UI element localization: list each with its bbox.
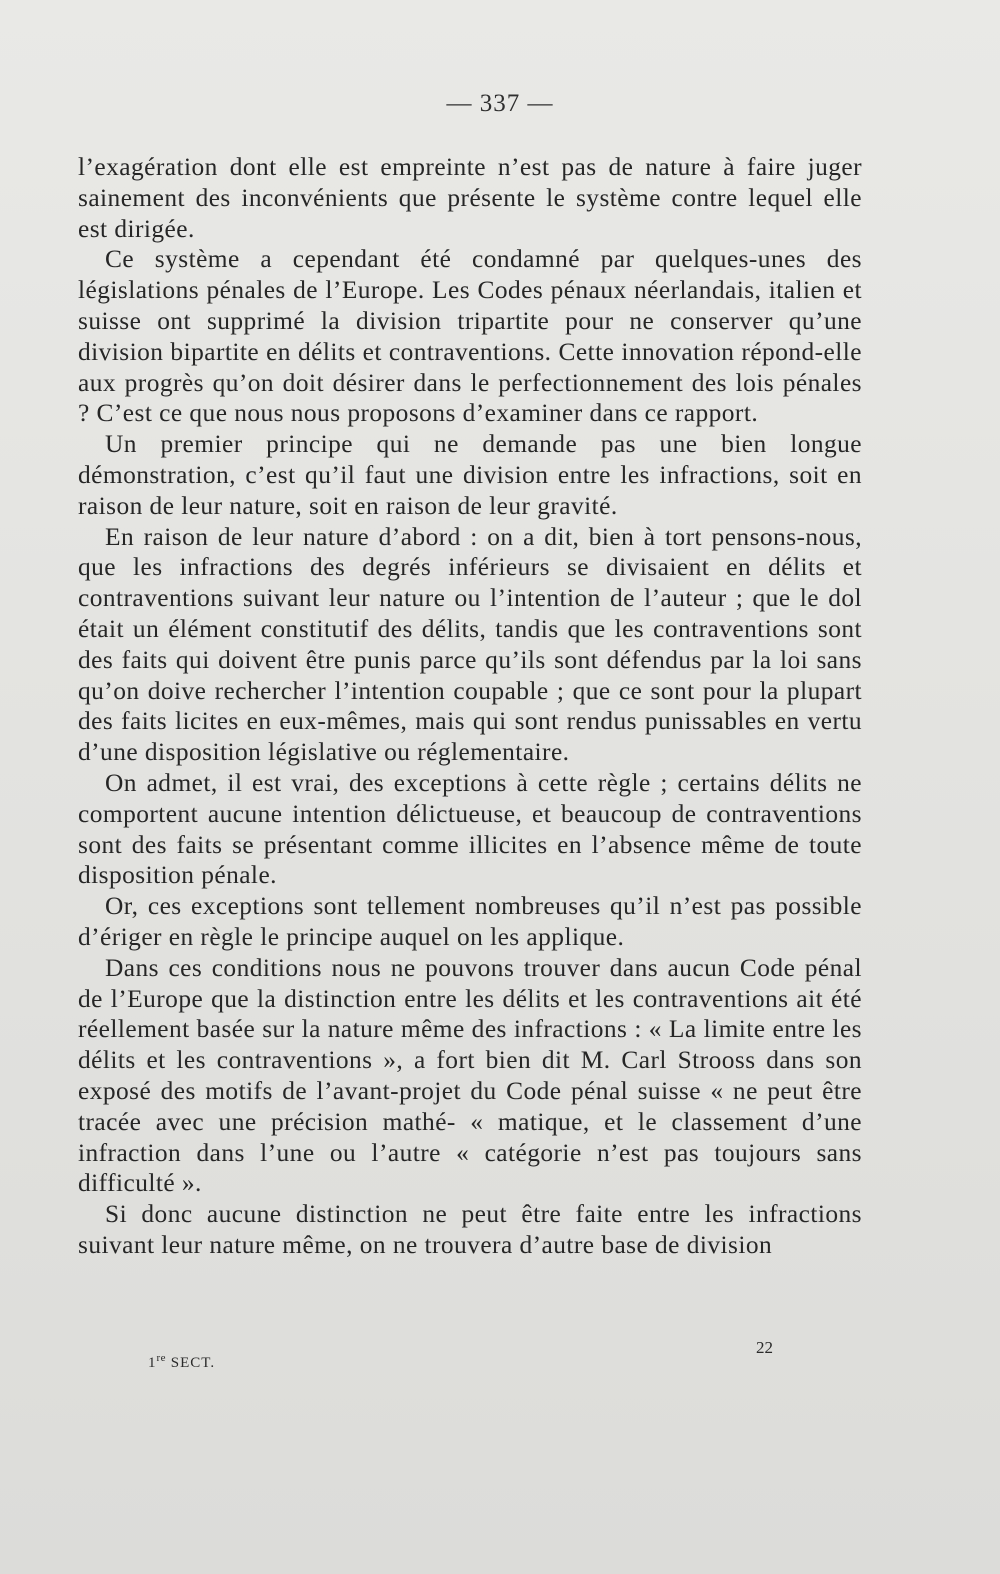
section-ordinal: re <box>156 1352 167 1364</box>
section-label: SECT. <box>166 1355 216 1371</box>
section-marker <box>148 1352 215 1372</box>
section-number: 1 <box>148 1355 157 1371</box>
paragraph-3: Un premier principe qui ne demande pas une bien longue démonstration, c’est qu’il faut une division entre les infractions, soit en raison de leur nature, soit en raison de leur gravité. <box>78 430 862 520</box>
signature-mark: 22 <box>756 1338 773 1357</box>
paragraph-6: Or, ces exceptions sont tellement nombreuses qu’il n’est pas possible d’ériger en règle le principe auquel on les applique. <box>78 892 862 951</box>
paragraph-5: On admet, il est vrai, des exceptions à cette règle ; certains délits ne comportent aucune intention délictueuse, et beaucoup de contraventions sont des faits se présentant comme illicites en l’absence même de toute disposition pénale. <box>78 768 862 890</box>
body-text <box>78 152 862 1261</box>
paragraph-8: Si donc aucune distinction ne peut être faite entre les infractions suivant leur nature même, on ne trouvera d’autre base de division <box>78 1200 862 1259</box>
paragraph-4: En raison de leur nature d’abord : on a dit, bien à tort pensons-nous, que les infractions des degrés inférieurs se divisaient en délits et contraventions suivant leur nature ou l’intention de l’auteur ; que le dol était un élément constitutif des délits, tandis que les contraventions sont des faits qui doivent être punis parce qu’ils sont défendus par la loi sans qu’on doive rechercher l’intention coupable ; que ce sont pour la plupart des faits licites en eux-mêmes, mais qui sont rendus punissables en vertu d’une disposition législative ou réglementaire. <box>78 522 862 767</box>
paragraph-7: Dans ces conditions nous ne pouvons trouver dans aucun Code pénal de l’Europe que la distinction entre les délits et les contraventions ait été réellement basée sur la nature même des infractions : « La limite entre les délits et les contraventions », a fort bien dit M. Carl Strooss dans son exposé des motifs de l’avant-projet du Code pénal suisse « ne peut être tracée avec une précision mathé- « matique, et le classement d’une infraction dans l’une ou l’autre « catégorie n’est pas toujours sans difficulté ». <box>78 953 862 1198</box>
paragraph-2: Ce système a cependant été condamné par quelques-unes des législations pénales de l’Europe. Les Codes pénaux néerlandais, italien et suisse ont supprimé la division tripartite pour ne conserver qu’une division bipartite en délits et contraventions. Cette innovation répond-elle aux progrès qu’on doit désirer dans le perfectionnement des lois pénales ? C’est ce que nous nous proposons d’examiner dans ce rapport. <box>78 245 862 428</box>
page-number: — 337 — <box>446 90 554 117</box>
paragraph-1: l’exagération dont elle est empreinte n’est pas de nature à faire juger sainement des inconvénients que présente le système contre lequel elle est dirigée. <box>78 153 862 243</box>
